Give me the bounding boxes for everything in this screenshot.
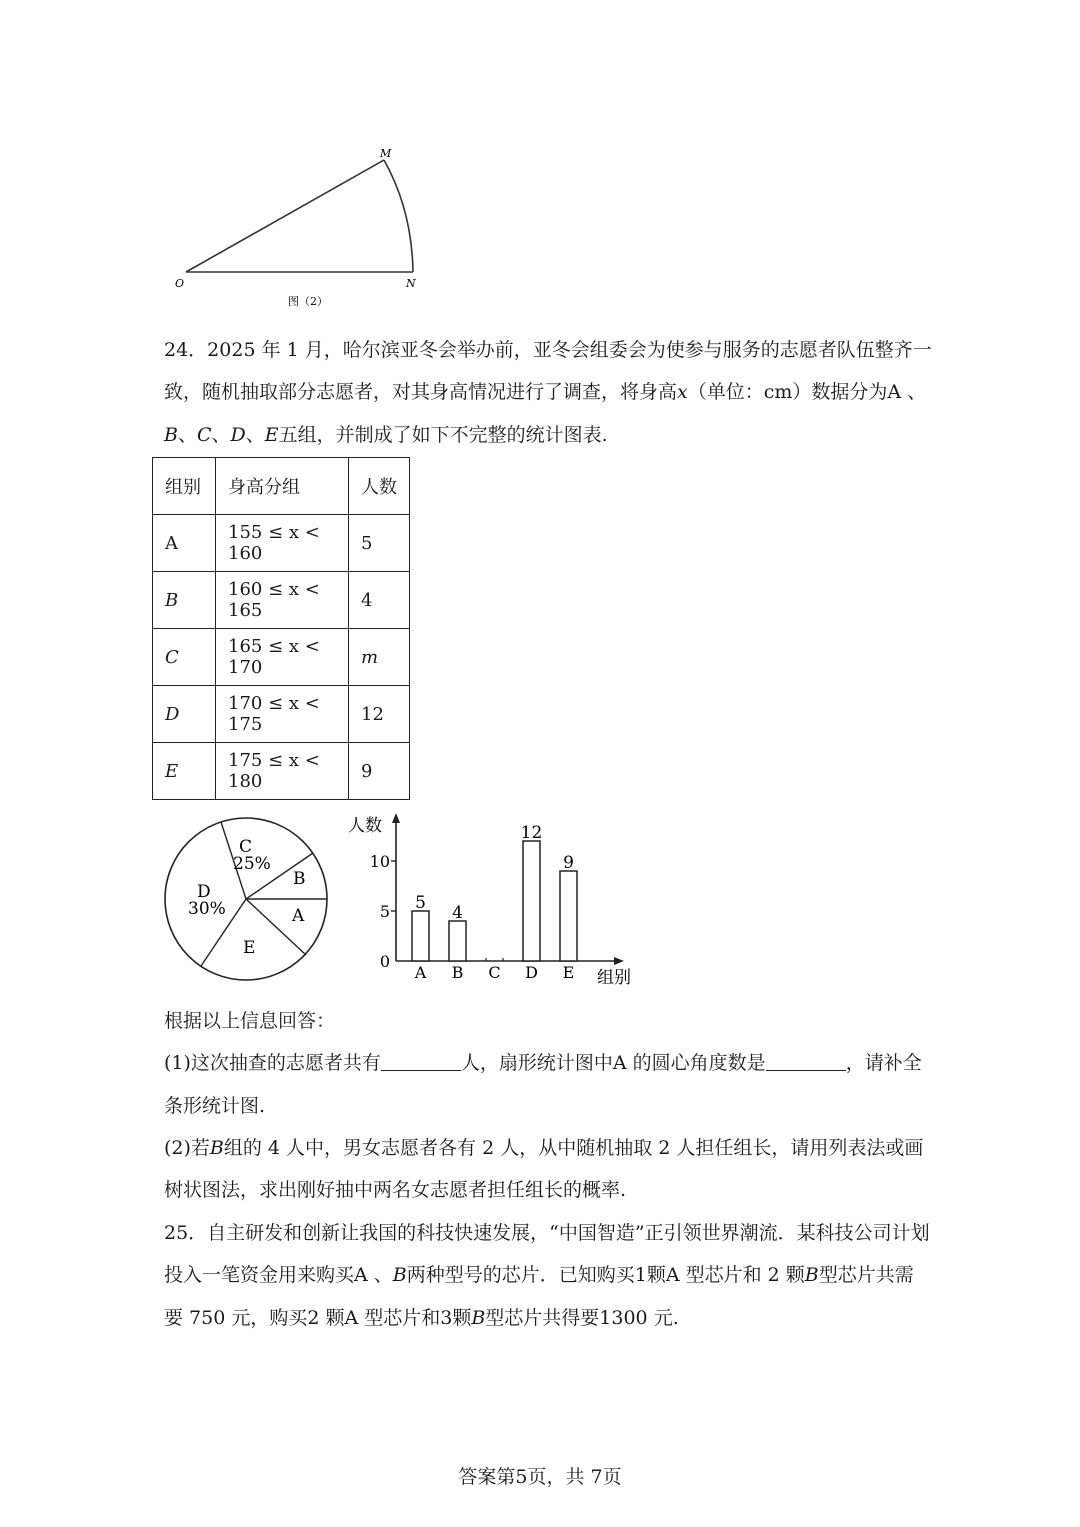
q24-line3 — [164, 414, 924, 456]
pie-label-C-percent: 25% — [233, 854, 271, 874]
header-group: 组别 — [153, 458, 216, 515]
q25-B: B — [804, 1264, 819, 1286]
q25-line2-c: 型芯片共需 — [818, 1264, 914, 1286]
data-label-D: 12 — [520, 823, 543, 843]
x-axis-arrow — [614, 957, 624, 965]
figure-caption: 图（2） — [288, 295, 328, 308]
cell-group: B — [153, 572, 216, 629]
answer-intro: 根据以上信息回答： — [164, 1010, 336, 1032]
q2-group-B: B — [209, 1137, 224, 1159]
q24-part1 — [164, 1042, 924, 1084]
data-label-E: 9 — [563, 853, 574, 873]
table-row — [153, 743, 410, 800]
q25-line2 — [164, 1254, 924, 1296]
page-footer: 答案第5页，共 7页 — [458, 1466, 622, 1488]
cell-range: 165 ≤ x < 170 — [216, 629, 349, 686]
table-row — [153, 629, 410, 686]
pie-label-A: A — [292, 906, 305, 926]
cell-count: m — [349, 629, 410, 686]
y-tick-label: 5 — [379, 902, 390, 921]
cell-count: 5 — [349, 515, 410, 572]
label-N: N — [406, 277, 416, 290]
pie-chart — [155, 810, 345, 990]
x-tick-label-C: C — [488, 963, 501, 982]
cell-group: E — [153, 743, 216, 800]
group-C: C — [196, 424, 212, 446]
q24-line2-a: 致，随机抽取部分志愿者，对其身高情况进行了调查，将身高 — [164, 381, 678, 403]
var-x: x — [677, 381, 688, 403]
x-tick-label-B: B — [451, 963, 464, 982]
group-B: B — [164, 424, 178, 446]
q1-text-b: 人，扇形统计图中A 的圆心角度数是 — [460, 1052, 766, 1074]
header-range: 身高分组 — [216, 458, 349, 515]
table-header-row — [153, 458, 410, 515]
data-label-B: 4 — [452, 903, 463, 923]
x-tick-label-E: E — [562, 963, 575, 982]
sep: 、 — [211, 424, 231, 446]
q1-text-a: (1)这次抽查的志愿者共有 — [164, 1052, 381, 1074]
q25-B: B — [392, 1264, 407, 1286]
pie-label-D: D — [197, 882, 211, 902]
cell-range: 175 ≤ x < 180 — [216, 743, 349, 800]
cell-range: 160 ≤ x < 165 — [216, 572, 349, 629]
answer-blank-angle[interactable] — [766, 1048, 846, 1071]
q25-line2-a: 投入一笔资金用来购买A 、 — [164, 1264, 393, 1286]
header-count: 人数 — [349, 458, 410, 515]
q25-line3-a: 要 750 元，购买2 颗A 型芯片和3颗 — [164, 1307, 472, 1329]
pie-label-E: E — [243, 938, 256, 958]
q24-part2 — [164, 1127, 924, 1169]
y-tick-label: 0 — [379, 952, 390, 971]
bar-chart — [340, 805, 650, 995]
cell-range: 155 ≤ x < 160 — [216, 515, 349, 572]
bar-A — [412, 911, 429, 961]
cell-count: 4 — [349, 572, 410, 629]
q24-line1: 24．2025 年 1 月，哈尔滨亚冬会举办前，亚冬会组委会为使参与服务的志愿者队伍整齐一 — [164, 339, 932, 361]
q24-part1-line2: 条形统计图. — [164, 1095, 266, 1117]
q25-line1: 25．自主研发和创新让我国的科技快速发展，“中国智造”正引领世界潮流．某科技公司计划 — [164, 1222, 930, 1244]
group-E: E — [264, 424, 279, 446]
y-axis-arrow — [392, 813, 400, 823]
figure-2-sector — [160, 140, 440, 315]
bar-D — [523, 841, 540, 961]
bar-E — [560, 871, 577, 961]
cell-group: C — [153, 629, 216, 686]
cell-group: D — [153, 686, 216, 743]
pie-label-D-percent: 30% — [188, 899, 226, 919]
x-tick-label-A: A — [414, 963, 427, 982]
q25-line3-b: 型芯片共得要1300 元. — [485, 1307, 679, 1329]
answer-blank-total[interactable] — [381, 1048, 461, 1071]
q24-line2-b: （单位：cm）数据分为A 、 — [687, 381, 927, 403]
table-row — [153, 515, 410, 572]
q2-text-a: (2)若 — [164, 1137, 210, 1159]
table-row — [153, 686, 410, 743]
q24-line2 — [164, 371, 927, 413]
q24-part2-line2: 树状图法，求出刚好抽中两名女志愿者担任组长的概率. — [164, 1179, 627, 1201]
x-axis-label: 组别 — [597, 968, 631, 988]
sep: 、 — [177, 424, 197, 446]
q2-text-b: 组的 4 人中，男女志愿者各有 2 人，从中随机抽取 2 人担任组长，请用列表法或画 — [223, 1137, 924, 1159]
pie-label-C: C — [239, 837, 253, 857]
q25-line3 — [164, 1297, 924, 1339]
bar-B — [449, 921, 466, 961]
cell-range: 170 ≤ x < 175 — [216, 686, 349, 743]
label-M: M — [380, 147, 392, 160]
label-O: O — [175, 277, 185, 290]
sep: 、 — [245, 424, 265, 446]
q25-line2-b: 两种型号的芯片．已知购买1颗A 型芯片和 2 颗 — [406, 1264, 805, 1286]
arc-MN — [384, 160, 413, 272]
table-row — [153, 572, 410, 629]
q1-text-c: ，请补全 — [845, 1052, 922, 1074]
pie-label-B: B — [293, 869, 306, 889]
cell-group: A — [153, 515, 216, 572]
height-table — [152, 457, 410, 800]
q24-line3-tail: 五组，并制成了如下不完整的统计图表. — [278, 424, 608, 446]
y-tick-label: 10 — [369, 852, 390, 871]
cell-count: 9 — [349, 743, 410, 800]
segment-OM — [186, 160, 384, 272]
q25-B: B — [471, 1307, 486, 1329]
bars-layer — [370, 823, 577, 982]
cell-count: 12 — [349, 686, 410, 743]
group-D: D — [230, 424, 246, 446]
y-axis-label: 人数 — [348, 816, 382, 836]
data-label-A: 5 — [415, 893, 426, 913]
x-tick-label-D: D — [525, 963, 538, 982]
